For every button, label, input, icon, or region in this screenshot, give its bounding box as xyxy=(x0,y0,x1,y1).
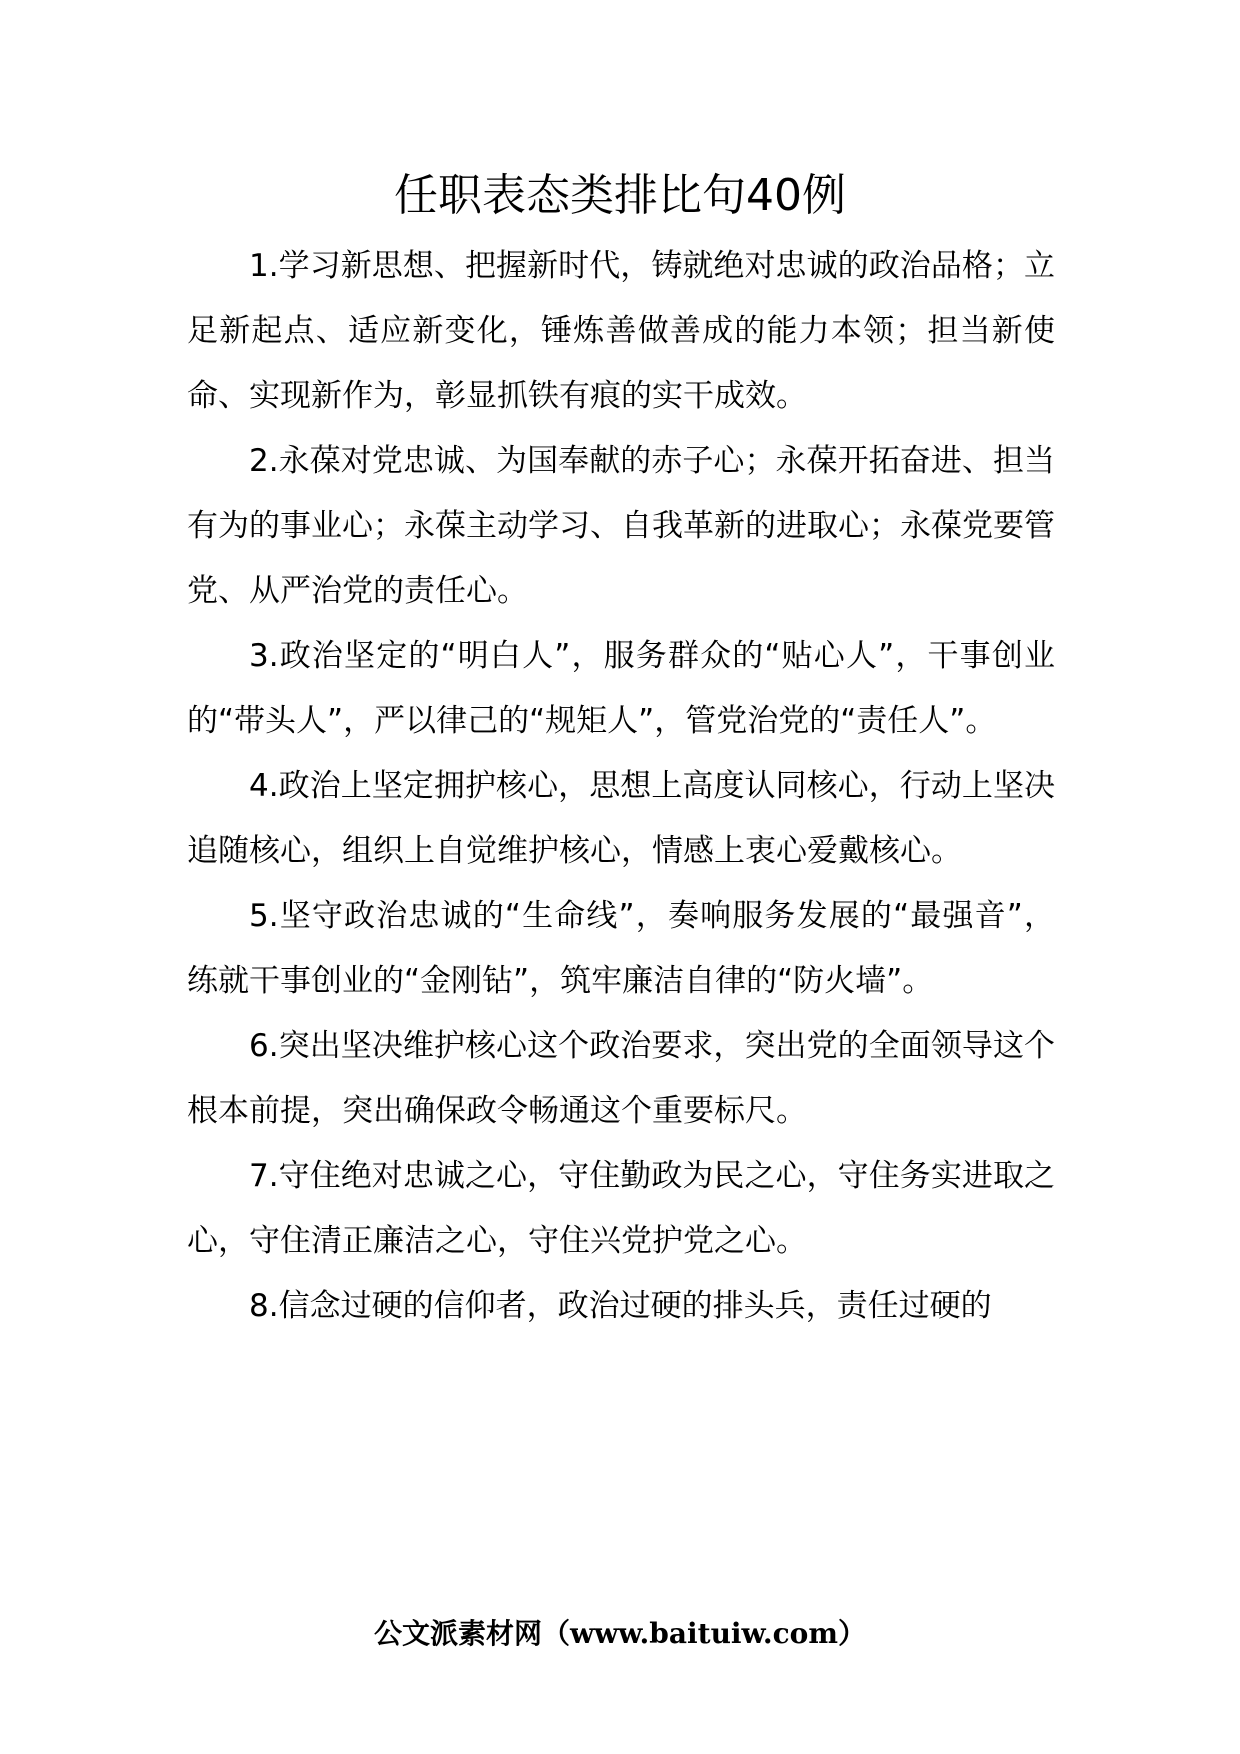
paragraph-4: 4.政治上坚定拥护核心，思想上高度认同核心，行动上坚决追随核心，组织上自觉维护核心，情感上衷心爱戴核心。 xyxy=(187,768,1055,869)
paragraph-7: 7.守住绝对忠诚之心，守住勤政为民之心，守住务实进取之心，守住清正廉洁之心，守住兴党护党之心。 xyxy=(187,1158,1055,1259)
paragraph-1: 1.学习新思想、把握新时代，铸就绝对忠诚的政治品格；立足新起点、适应新变化，锤炼善做善成的能力本领；担当新使命、实现新作为，彰显抓铁有痕的实干成效。 xyxy=(187,248,1055,414)
document-body xyxy=(187,234,1055,1339)
paragraph-2: 2.永葆对党忠诚、为国奉献的赤子心；永葆开拓奋进、担当有为的事业心；永葆主动学习、自我革新的进取心；永葆党要管党、从严治党的责任心。 xyxy=(187,443,1055,609)
document-title: 任职表态类排比句40例 xyxy=(394,170,846,221)
paragraph-6: 6.突出坚决维护核心这个政治要求，突出党的全面领导这个根本前提，突出确保政令畅通这个重要标尺。 xyxy=(187,1028,1055,1129)
page-footer-source: 公文派素材网（www.baituiw.com） xyxy=(374,1617,866,1650)
paragraph-5: 5.坚守政治忠诚的“生命线”，奏响服务发展的“最强音”，练就干事创业的“金刚钻”，筑牢廉洁自律的“防火墙”。 xyxy=(187,898,1055,999)
paragraph-3: 3.政治坚定的“明白人”，服务群众的“贴心人”，干事创业的“带头人”，严以律己的“规矩人”，管党治党的“责任人”。 xyxy=(187,638,1055,739)
paragraph-8: 8.信念过硬的信仰者，政治过硬的排头兵，责任过硬的 xyxy=(249,1288,992,1324)
